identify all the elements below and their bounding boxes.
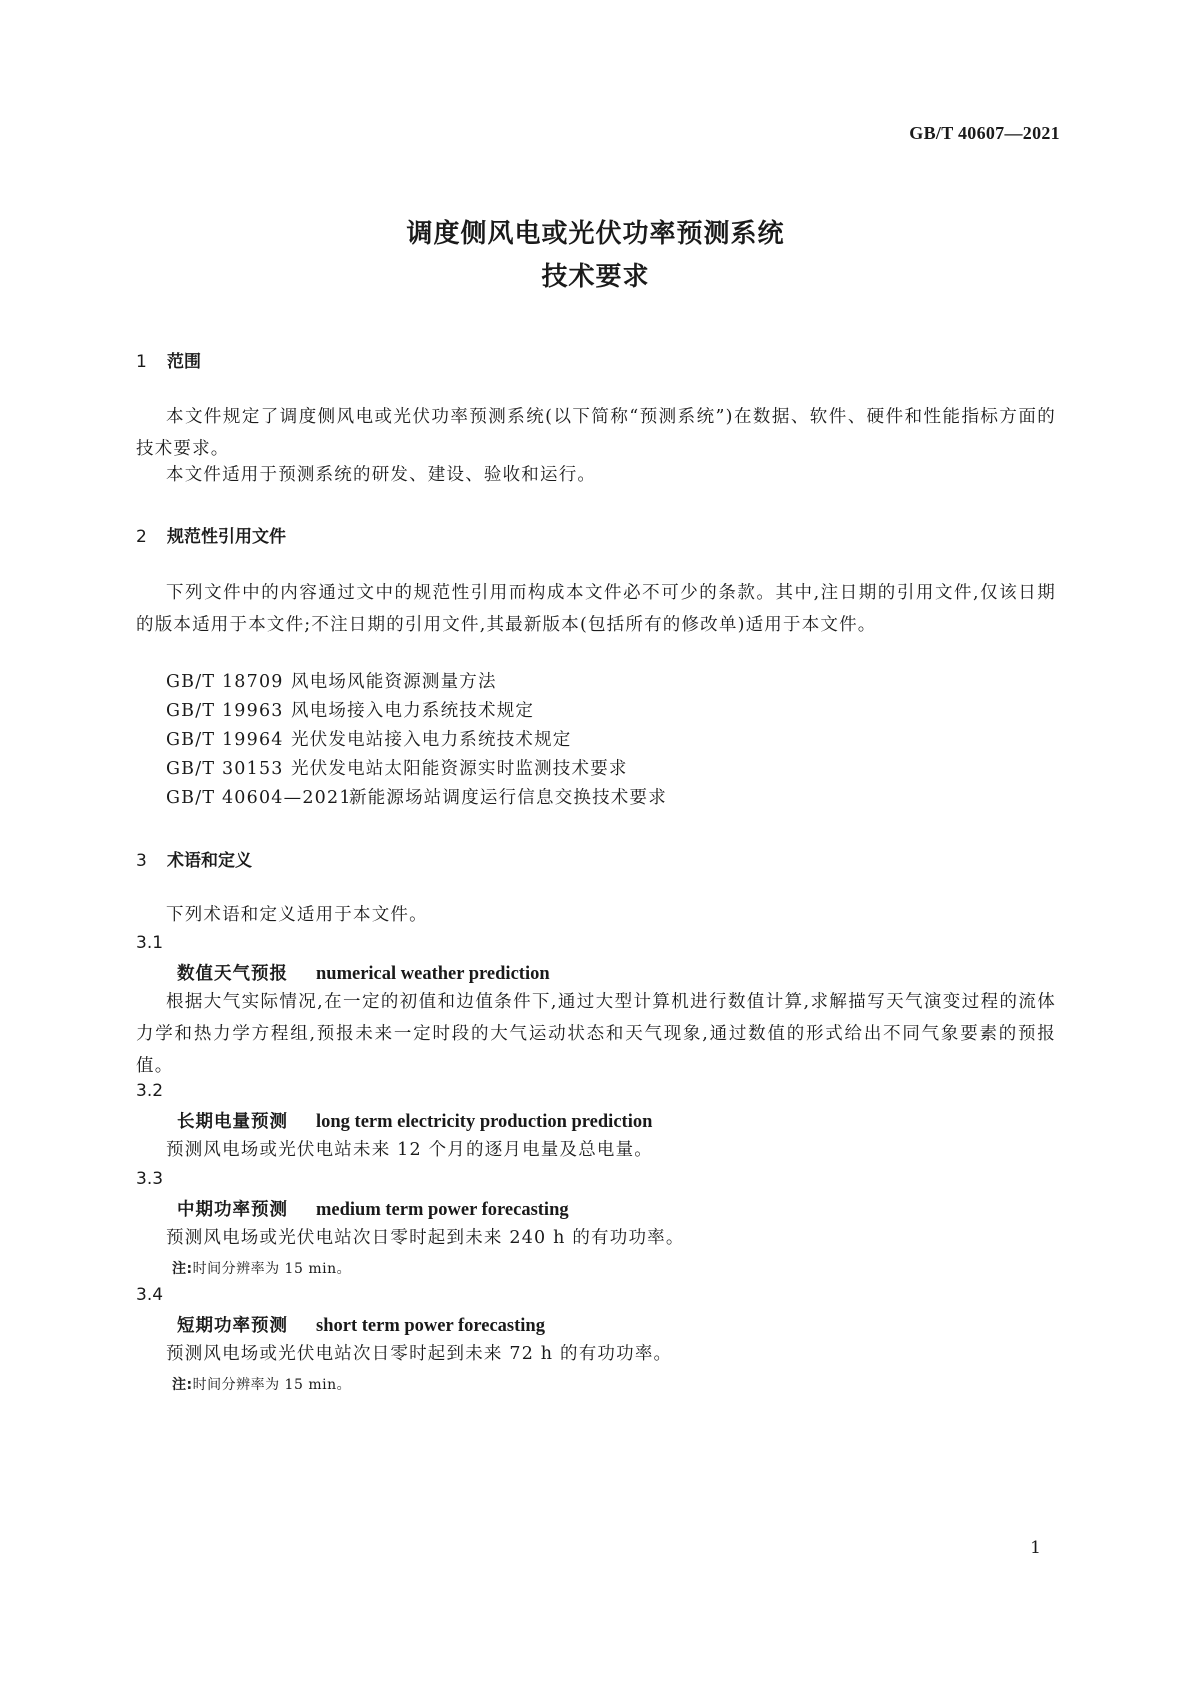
section-title: 术语和定义	[167, 851, 252, 871]
standard-number: GB/T 40607—2021	[909, 123, 1060, 143]
section-1-heading	[136, 347, 201, 372]
term-name-en: numerical weather prediction	[316, 964, 550, 984]
note-label: 注:	[172, 1261, 193, 1277]
reference-code: GB/T 19964	[166, 730, 284, 750]
reference-code: GB/T 19963	[166, 701, 284, 721]
reference-title: 光伏发电站接入电力系统技术规定	[291, 730, 572, 750]
section-title: 范围	[167, 352, 201, 372]
page-number: 1	[1030, 1538, 1041, 1558]
term-name-en: short term power forecasting	[316, 1316, 545, 1336]
section-title: 规范性引用文件	[167, 527, 286, 547]
section-number: 3	[136, 851, 147, 871]
term-definition: 根据大气实际情况,在一定的初值和边值条件下,通过大型计算机进行数值计算,求解描写天气演变过程的流体力学和热力学方程组,预报未来一定时段的大气运动状态和天气现象,通过数值的形式给出不同气象要素的预报值。	[136, 992, 1056, 1076]
term-name	[177, 1196, 569, 1221]
reference-item	[166, 695, 534, 727]
section-3-heading	[136, 846, 252, 871]
section-1-paragraph-2: 本文件适用于预测系统的研发、建设、验收和运行。	[166, 465, 597, 485]
section-number: 2	[136, 527, 147, 547]
reference-item	[166, 666, 497, 698]
reference-title: 风电场风能资源测量方法	[291, 672, 497, 692]
note-text: 时间分辨率为 15 min。	[192, 1261, 352, 1277]
reference-item	[166, 753, 628, 785]
reference-code: GB/T 18709	[166, 672, 284, 692]
term-name-zh: 数值天气预报	[177, 964, 288, 984]
reference-code: GB/T 40604—2021	[166, 788, 352, 808]
reference-title: 新能源场站调度运行信息交换技术要求	[349, 788, 667, 808]
note-label: 注:	[172, 1377, 193, 1393]
term-name-en: medium term power forecasting	[316, 1200, 569, 1220]
document-title-line2: 技术要求	[541, 262, 650, 292]
term-number: 3.3	[136, 1169, 164, 1189]
term-note	[172, 1374, 351, 1394]
section-2-paragraph-1: 下列文件中的内容通过文中的规范性引用而构成本文件必不可少的条款。其中,注日期的引用文件,仅该日期的版本适用于本文件;不注日期的引用文件,其最新版本(包括所有的修改单)适用于本文件。	[136, 583, 1056, 635]
document-title-line1: 调度侧风电或光伏功率预测系统	[406, 219, 785, 249]
section-number: 1	[136, 352, 147, 372]
reference-item	[166, 724, 572, 756]
reference-item	[166, 782, 667, 814]
term-name-zh: 长期电量预测	[177, 1112, 288, 1132]
reference-title: 光伏发电站太阳能资源实时监测技术要求	[291, 759, 628, 779]
reference-title: 风电场接入电力系统技术规定	[291, 701, 535, 721]
section-2-heading	[136, 522, 286, 547]
section-3-intro: 下列术语和定义适用于本文件。	[166, 905, 428, 925]
term-definition: 预测风电场或光伏电站未来 12 个月的逐月电量及总电量。	[166, 1140, 653, 1160]
term-number: 3.1	[136, 933, 164, 953]
term-note	[172, 1258, 351, 1278]
section-1-paragraph-1: 本文件规定了调度侧风电或光伏功率预测系统(以下简称“预测系统”)在数据、软件、硬件和性能指标方面的技术要求。	[136, 407, 1056, 459]
term-name	[177, 1312, 545, 1337]
term-name	[177, 1108, 652, 1133]
reference-code: GB/T 30153	[166, 759, 284, 779]
term-name	[177, 960, 550, 985]
term-definition: 预测风电场或光伏电站次日零时起到未来 240 h 的有功功率。	[166, 1228, 685, 1248]
term-name-zh: 短期功率预测	[177, 1316, 288, 1336]
term-number: 3.2	[136, 1081, 164, 1101]
note-text: 时间分辨率为 15 min。	[192, 1377, 352, 1393]
term-name-en: long term electricity production prediction	[316, 1112, 653, 1132]
term-number: 3.4	[136, 1285, 164, 1305]
term-definition: 预测风电场或光伏电站次日零时起到未来 72 h 的有功功率。	[166, 1344, 673, 1364]
term-name-zh: 中期功率预测	[177, 1200, 288, 1220]
